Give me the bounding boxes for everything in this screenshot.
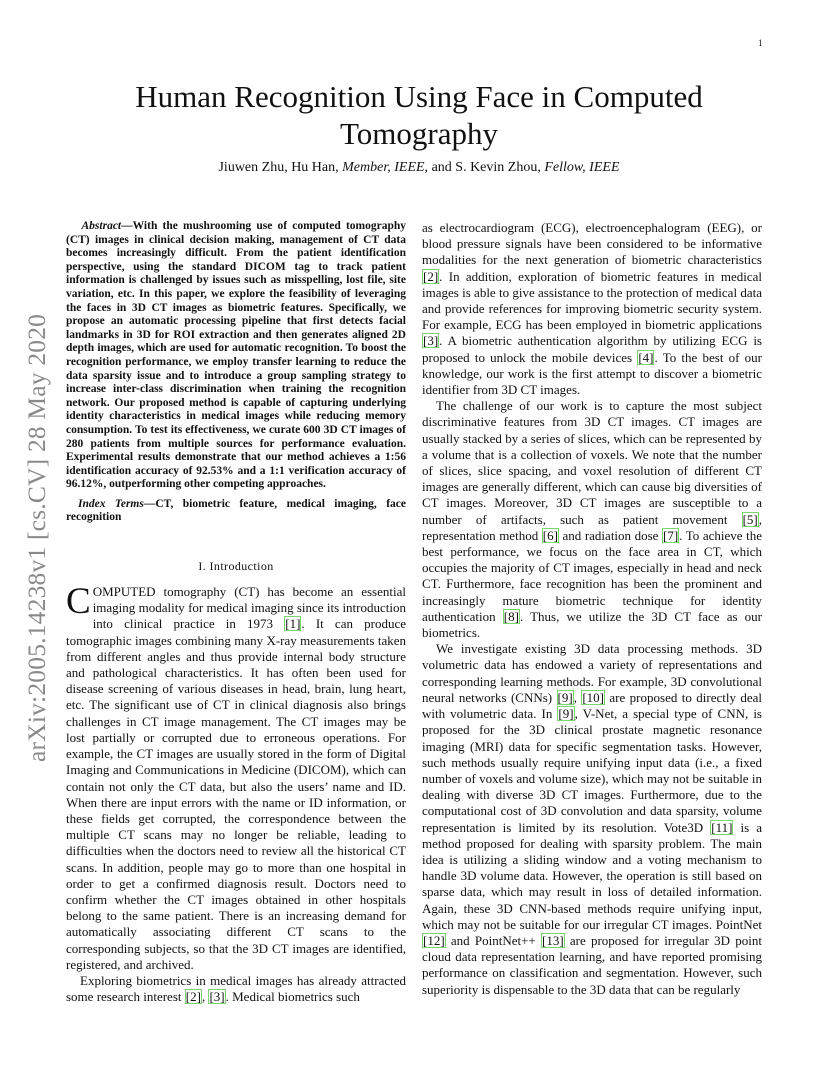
author-names-2: and S. Kevin Zhou, — [428, 160, 545, 175]
citation-link[interactable]: [8] — [503, 608, 519, 624]
text-run: . To the best of our knowledge, our work is the first attempt to discover a biometric identifier from 3D CT images. — [422, 349, 763, 398]
intro-paragraph-2-cont — [422, 220, 762, 398]
intro-body-left — [66, 581, 406, 1005]
citation-link[interactable]: [4] — [638, 349, 654, 365]
author-names-1: Jiuwen Zhu, Hu Han, — [218, 160, 343, 175]
citation-link[interactable]: [12] — [423, 932, 445, 948]
text-run: . In addition, exploration of biometric features in medical images is able to give assistance to the protection of medical data and provide references for improving biometric security system. For example, ECG has been employed in biometric applications — [422, 268, 762, 333]
abstract-text: —With the mushrooming use of computed tomography (CT) images in clinical decision making, management of CT data becomes increasingly difficult. From the patient identification perspective, using the standard DICOM tag to track patient information is challenged by issues such as misspelling, lost file, site variation, etc. In this paper, we explore the feasibility of leveraging the faces in 3D CT images as biometric features. Specifically, we propose an automatic processing pipeline that first detects facial landmarks in 3D for ROI extraction and then generates aligned 2D depth images, which are used for automatic recognition. To boost the recognition performance, we employ transfer learning to reduce the data sparsity issue and to introduce a group sampling strategy to increase inter-class discrimination when training the recognition network. Our proposed method is capable of capturing underlying identity characteristics in medical images while reducing memory consumption. To test its effectiveness, we curate 600 3D CT images of 280 patients from multiple sources for performance evaluation. Experimental results demonstrate that our method achieves a 1:56 identification accuracy of 92.53% and a 1:1 verification accuracy of 96.12%, outperforming other competing approaches. — [66, 220, 406, 491]
citation-link[interactable]: [3] — [209, 989, 225, 1005]
author-role-1: Member, IEEE, — [342, 160, 429, 175]
arxiv-stamp: arXiv:2005.14238v1 [cs.CV] 28 May 2020 — [22, 313, 51, 762]
citation-link[interactable]: [9] — [558, 706, 574, 722]
text-run: , V-Net, a special type of CNN, is proposed for the 3D clinical prostate magnetic resonance imaging (MRI) data for specific segmentation tasks. However, such methods usually require unifying input data (i.e., a fixed number of voxels and volume size), which may not be suitable in dealing with diverse 3D CT images. Furthermore, due to the computational cost of 3D convolution and data sparsity, volume representation is limited by its resolution. Vote3D — [422, 706, 762, 835]
intro-paragraph-4 — [422, 641, 762, 997]
text-run: as electrocardiogram (ECG), electroencephalogram (EEG), or blood pressure signals have been considered to be informative modalities for the next generation of biometric characteristics — [422, 220, 762, 268]
text-run: and PointNet++ — [445, 932, 541, 948]
right-column — [422, 220, 762, 998]
author-line — [60, 160, 778, 176]
text-run: . Thus, we utilize the 3D CT face as our biometrics. — [422, 608, 763, 641]
intro-paragraph-2 — [66, 973, 406, 1005]
text-run: , — [573, 689, 582, 705]
citation-link[interactable]: [6] — [542, 527, 558, 543]
index-terms-text: —CT, biometric feature, medical imaging, face recognition — [66, 497, 406, 524]
intro-paragraph-3 — [422, 398, 762, 641]
text-run: We investigate existing 3D data processing methods. 3D volumetric data has endowed a variety of representations and corresponding learning methods. For example, 3D convolutional neural networks (CNNs) — [422, 641, 762, 705]
citation-link[interactable]: [9] — [557, 689, 573, 705]
text-run: OMPUTED tomography (CT) has become an essential imaging modality for medical imaging since its introduction into clinical practice in 1973 — [92, 584, 406, 632]
abstract-label: Abstract — [81, 220, 122, 232]
text-run: Exploring biometrics in medical images has already attracted some research interest — [66, 972, 406, 1005]
text-run: . Medical biometrics such — [225, 989, 360, 1005]
citation-link[interactable]: [2] — [185, 989, 201, 1005]
text-run: are proposed for irregular 3D point cloud data representation learning, and have reported promising performance on classification and segmentation. However, such superiority is dispensable to the 3D data that can be regularly — [422, 932, 762, 997]
citation-link[interactable]: [2] — [423, 268, 439, 284]
page-number: 1 — [758, 38, 763, 48]
text-run: . It can produce tomographic images combining many X-ray measurements taken from different angles and thus provide internal body structure and pathological characteristics. It has often been used for disease screening of various diseases in head, brain, lung heart, etc. The significant use of CT in clinical diagnosis also brings challenges in CT image management. The CT images may be lost partially or corrupted due to erroneous operations. For example, the CT images are usually stored in the form of Digital Imaging and Communications in Medicine (DICOM), which can contain not only the CT data, but also the users’ name and ID. When there are input errors with the name or ID information, or these fields get corrupted, the correspondence between the multiple CT scans may no longer be reliable, leading to difficulties when the doctors need to review all the historical CT scans. In addition, people may go to more than one hospital in order to get a confirmed diagnosis result. Doctors need to confirm whether the CT images obtained in other hospitals belong to the same patient. There is an increasing demand for automatically associating different CT scans to the corresponding subjects, so that the 3D CT images are identified, registered, and archived. — [66, 616, 406, 972]
text-run: . A biometric authentication algorithm by utilizing ECG is proposed to unlock the mobile devices — [422, 333, 762, 365]
left-column — [66, 220, 406, 1005]
intro-paragraph-1 — [66, 581, 406, 973]
author-role-2: Fellow, IEEE — [544, 160, 620, 175]
paper-title: Human Recognition Using Face in Computed Tomography — [135, 79, 703, 151]
citation-link[interactable]: [10] — [582, 689, 605, 705]
abstract — [66, 220, 406, 492]
citation-link[interactable]: [11] — [711, 819, 733, 835]
text-run: , representation method — [422, 511, 762, 543]
text-run: . To achieve the best performance, we focus on the face area in CT, which occupies the majority of CT images, especially in head and neck CT. Furthermore, face recognition has been the prominent and increasingly mature biometric technique for identity authentication — [422, 527, 762, 624]
text-run: , — [201, 989, 209, 1005]
text-run: are proposed to directly deal with volumetric data. In — [422, 689, 763, 722]
text-run: The challenge of our work is to capture the most subject discriminative features from 3D CT images. CT images are usually stacked by a series of slices, which can be represented by a volume that is a collection of voxels. We note that the number of slices, slice spacing, and voxel resolution of different CT images are generally different, which can cause big diversities of CT images. Moreover, 3D CT images are susceptible to a number of artifacts, such as patient movement — [422, 398, 762, 527]
index-terms — [66, 498, 406, 525]
drop-cap: C — [66, 581, 91, 623]
index-terms-label: Index Terms — [78, 497, 144, 510]
citation-link[interactable]: [5] — [742, 511, 758, 527]
citation-link[interactable]: [1] — [285, 616, 301, 632]
citation-link[interactable]: [3] — [423, 333, 439, 349]
text-run: is a method proposed for dealing with sparsity problem. The main idea is utilizing a sliding window and a voting mechanism to handle 3D volume data. However, the operation is still based on sparse data, which may result in loss of detailed information. Again, these 3D CNN-based methods require unifying input, which may not be suitable for our irregular CT images. PointNet — [422, 819, 762, 932]
citation-link[interactable]: [7] — [663, 527, 679, 543]
citation-link[interactable]: [13] — [541, 932, 564, 948]
text-run: and radiation dose — [558, 527, 662, 543]
section-heading: I. Introduction — [198, 559, 274, 574]
